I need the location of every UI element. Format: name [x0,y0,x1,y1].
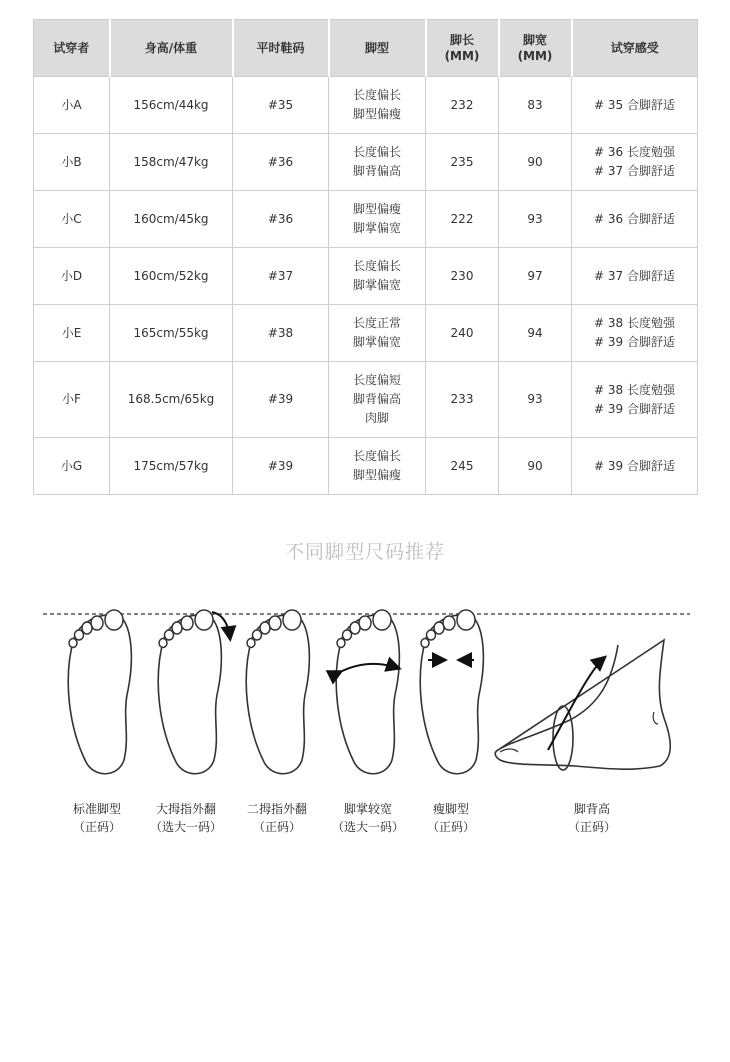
foot-width: 93 [499,191,572,248]
foot-type-name: 标准脚型 [72,802,121,816]
fit-feeling: # 35 合脚舒适 [572,77,698,134]
foot-type-recommendation: （选大一码） [149,820,222,834]
foot-standard-icon [68,610,131,774]
foot-type-recommendation: （选大一码） [331,820,404,834]
column-header: 试穿感受 [572,20,698,77]
foot-shape: 长度偏短 脚背偏高 肉脚 [329,362,426,438]
height-weight: 175cm/57kg [110,438,233,495]
foot-type-recommendation: （正码） [426,820,475,834]
foot-type-recommendation: （正码） [252,820,301,834]
foot-width: 83 [499,77,572,134]
foot-type-name: 脚背高 [573,802,610,816]
foot-shape: 长度偏长 脚掌偏宽 [329,248,426,305]
table-row [34,191,698,248]
height-weight: 160cm/52kg [110,248,233,305]
usual-size: #39 [233,362,329,438]
foot-width: 90 [499,134,572,191]
foot-shape: 长度偏长 脚型偏瘦 [329,438,426,495]
foot-length: 222 [426,191,499,248]
table-body [34,77,698,495]
height-weight: 158cm/47kg [110,134,233,191]
foot-second-toe-icon [246,610,309,774]
foot-length: 235 [426,134,499,191]
height-weight: 165cm/55kg [110,305,233,362]
foot-bunion-icon [158,610,221,774]
fit-feeling: # 38 长度勉强 # 39 合脚舒适 [572,362,698,438]
foot-shape: 长度正常 脚掌偏宽 [329,305,426,362]
foot-length: 245 [426,438,499,495]
foot-width: 93 [499,362,572,438]
section-title: 不同脚型尺码推荐 [284,541,445,563]
foot-width: 94 [499,305,572,362]
foot-length: 240 [426,305,499,362]
column-header: 脚宽 (MM) [499,20,572,77]
column-header: 试穿者 [34,20,110,77]
column-header: 脚型 [329,20,426,77]
foot-shape: 脚型偏瘦 脚掌偏宽 [329,191,426,248]
foot-type-label [391,800,511,836]
foot-slim-icon [420,610,483,774]
foot-type-name: 大拇指外翻 [155,802,216,816]
foot-high-instep-icon [495,640,670,770]
usual-size: #37 [233,248,329,305]
fit-feeling: # 38 长度勉强 # 39 合脚舒适 [572,305,698,362]
foot-types-illustration [0,600,730,795]
foot-type-recommendation: （正码） [72,820,121,834]
tester-name: 小G [34,438,110,495]
fit-feeling: # 39 合脚舒适 [572,438,698,495]
usual-size: #35 [233,77,329,134]
table-row [34,134,698,191]
foot-width: 90 [499,438,572,495]
height-weight: 156cm/44kg [110,77,233,134]
foot-length: 233 [426,362,499,438]
height-weight: 168.5cm/65kg [110,362,233,438]
foot-type-name: 二拇指外翻 [246,802,307,816]
usual-size: #39 [233,438,329,495]
foot-type-name: 脚掌较宽 [343,802,392,816]
column-header: 身高/体重 [110,20,233,77]
usual-size: #36 [233,134,329,191]
foot-type-recommendation: （正码） [567,820,616,834]
foot-length: 232 [426,77,499,134]
foot-length: 230 [426,248,499,305]
foot-type-label [532,800,652,836]
table-row [34,305,698,362]
tester-name: 小B [34,134,110,191]
table-row [34,362,698,438]
foot-shape: 长度偏长 脚背偏高 [329,134,426,191]
table-row [34,438,698,495]
table-header-row [34,20,698,77]
table-row [34,248,698,305]
foot-wide-icon [336,610,399,774]
usual-size: #36 [233,191,329,248]
foot-width: 97 [499,248,572,305]
column-header: 平时鞋码 [233,20,329,77]
foot-shape: 长度偏长 脚型偏瘦 [329,77,426,134]
table-row [34,77,698,134]
foot-type-name: 瘦脚型 [432,802,469,816]
column-header: 脚长 (MM) [426,20,499,77]
fit-table [33,19,698,495]
tester-name: 小E [34,305,110,362]
height-weight: 160cm/45kg [110,191,233,248]
fit-feeling: # 37 合脚舒适 [572,248,698,305]
usual-size: #38 [233,305,329,362]
tester-name: 小F [34,362,110,438]
tester-name: 小A [34,77,110,134]
fit-feeling: # 36 长度勉强 # 37 合脚舒适 [572,134,698,191]
fit-feeling: # 36 合脚舒适 [572,191,698,248]
tester-name: 小D [34,248,110,305]
tester-name: 小C [34,191,110,248]
